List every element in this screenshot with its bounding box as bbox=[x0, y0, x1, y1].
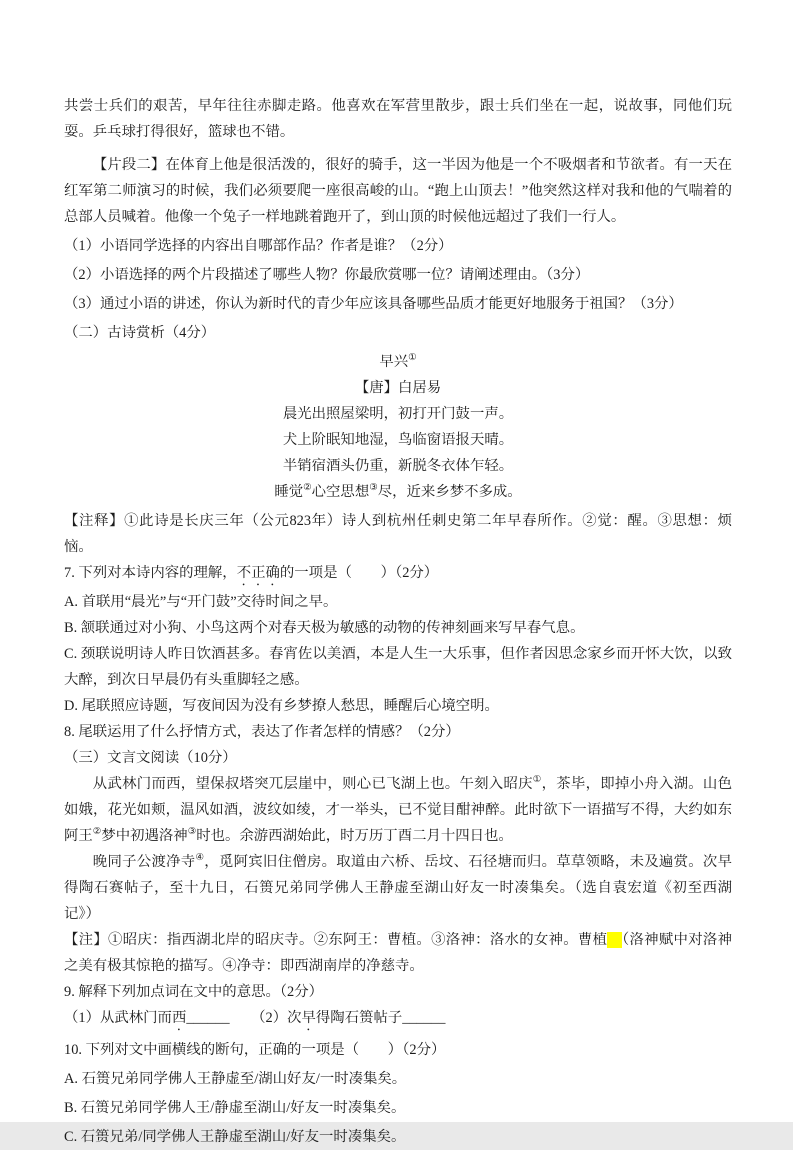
question9-item2-dotted-word: 早 bbox=[301, 1010, 316, 1026]
classical-p2-text-1: 晚同子公渡净寺 bbox=[92, 854, 196, 870]
classical-note-4-superscript: ④ bbox=[195, 853, 205, 864]
question10-option-a: A. 石篑兄弟同学佛人王静虚至/湖山好友/一时凑集矣。 bbox=[64, 1071, 407, 1087]
poem-title bbox=[64, 349, 732, 375]
poem-line-3: 半销宿酒头仍重，新脱冬衣体乍轻。 bbox=[282, 458, 514, 474]
classical-p1-text-4: 时也。余游西湖始此，时万历丁酉二月十四日也。 bbox=[196, 828, 513, 844]
sub-question-2: （2）小语选择的两个片段描述了哪些人物？你最欣赏哪一位？请阐述理由。（3分） bbox=[64, 267, 590, 283]
poem-notes: 【注释】①此诗是长庆三年（公元823年）诗人到杭州任刺史第二年早春所作。②觉：醒。③思想：烦恼。 bbox=[64, 513, 732, 555]
question7-option-b: B. 颔联通过对小狗、小鸟这两个对春天极为敏感的动物的传神刻画来写早春气息。 bbox=[64, 620, 585, 636]
question9-item2-suffix: 得陶石篑帖子 bbox=[315, 1010, 403, 1026]
classical-p2-text-2: ，觅阿宾旧住僧房。取道由六桥、岳坟、石径塘而归。草草领略，未及遍赏。次早得陶石赛帖子，至十九日，石篑兄弟同学佛人王静虚至湖山好友一时凑集矣。（选自袁宏道《初至西湖记》） bbox=[64, 854, 732, 922]
classical-p1-text-2: ，茶毕，即掉小舟入湖。山色如娥，花光如颊，温风如酒，波纹如绫，才一举头，已不觉目酣神醉。此时欲下一语描写不得，大约如东阿王 bbox=[64, 776, 732, 844]
question9-item1-dotted-word: 西 bbox=[171, 1010, 187, 1026]
classical-notes-text-1: 【注】①昭庆：指西湖北岸的昭庆寺。②东阿王：曹植。③洛神：洛水的女神。曹植 bbox=[64, 932, 608, 948]
question10-option-c: C. 石篑兄弟/同学佛人王静虚至湖山/好友一时凑集矣。 bbox=[64, 1129, 406, 1145]
classical-p1-text-3: 梦中初遇洛神 bbox=[101, 828, 188, 844]
question10-stem: 10. 下列对文中画横线的断句，正确的一项是（ ）（2分） bbox=[64, 1042, 446, 1058]
classical-paragraph-2 bbox=[64, 849, 732, 927]
classical-paragraph-1 bbox=[64, 771, 732, 849]
sub-question-3: （3）通过小语的讲述，你认为新时代的青少年应该具备哪些品质才能更好地服务于祖国？（3分） bbox=[64, 296, 683, 312]
poem-title-superscript: ① bbox=[408, 353, 417, 364]
question7-option-c: C. 颈联说明诗人昨日饮酒甚多。春宵佐以美酒，本是人生一大乐事，但作者因思念家乡而开怀大饮，以致大醉，到次日早晨仍有头重脚轻之感。 bbox=[64, 646, 732, 688]
classical-note-2-superscript: ② bbox=[92, 827, 102, 838]
poem-line-1: 晨光出照屋梁明，初打开门鼓一声。 bbox=[282, 406, 514, 422]
question9-item1-blank: ______ bbox=[186, 1010, 230, 1026]
classical-note-3-superscript: ③ bbox=[187, 827, 197, 838]
highlight-mark bbox=[607, 932, 622, 948]
poem-line-4 bbox=[64, 479, 732, 505]
poem-note-3-superscript: ③ bbox=[369, 483, 378, 494]
classical-p1-text-1: 从武林门而西，望保叔塔突兀层崖中，则心已飞湖上也。午刻入昭庆 bbox=[92, 776, 533, 792]
question10-option-b: B. 石篑兄弟同学佛人王/静虚至湖山/好友一时凑集矣。 bbox=[64, 1100, 406, 1116]
question9-item1-prefix: （1）从武林门而 bbox=[64, 1010, 172, 1026]
question7-stem-prefix: 7. 下列对本诗内容的理解， bbox=[64, 565, 237, 581]
classical-notes bbox=[64, 927, 732, 979]
poem-line-4-part-c: 尽，近来乡梦不多成。 bbox=[377, 484, 522, 500]
poem-line-4-part-b: 心空思想 bbox=[311, 484, 370, 500]
fragment2-paragraph: 【片段二】在体育上他是很活泼的，很好的骑手，这一半因为他是一个不吸烟者和节欲者。有一天在红军第二师演习的时候，我们必须要爬一座很高峻的山。“跑上山顶去！”他突然这样对我和他的气喘着的总部人员喊着。他像一个兔子一样地跳着跑开了，到山顶的时候他远超过了我们一行人。 bbox=[64, 157, 732, 225]
poem-note-2-superscript: ② bbox=[303, 483, 312, 494]
question7-option-d: D. 尾联照应诗题，写夜间因为没有乡梦撩人愁思，睡醒后心境空明。 bbox=[64, 698, 499, 714]
poem-line-4-part-a: 睡觉 bbox=[274, 484, 304, 500]
poem-author: 【唐】白居易 bbox=[354, 380, 442, 396]
question9-stem: 9. 解释下列加点词在文中的意思。（2分） bbox=[64, 984, 324, 1000]
poem-line-2: 犬上阶眠知地湿，鸟临窗语报天晴。 bbox=[282, 432, 514, 448]
question7-stem bbox=[64, 560, 732, 589]
question9-item2-prefix: （2）次 bbox=[258, 1010, 302, 1026]
question7-emphasized-word: 不正确 bbox=[236, 565, 280, 581]
question9-item2-blank: ______ bbox=[402, 1010, 446, 1026]
sub-question-1: （1）小语同学选择的内容出自哪部作品？作者是谁？（2分） bbox=[64, 238, 453, 254]
question9-items-gap bbox=[230, 1010, 259, 1026]
intro-paragraph: 共尝士兵们的艰苦，早年往往赤脚走路。他喜欢在军营里散步，跟士兵们坐在一起，说故事，同他们玩耍。乒乓球打得很好，篮球也不错。 bbox=[64, 98, 732, 140]
poetry-section-heading: （二）古诗赏析（4分） bbox=[64, 325, 216, 341]
question9-items bbox=[64, 1005, 732, 1034]
classical-section-heading: （三）文言文阅读（10分） bbox=[64, 750, 237, 766]
question8-stem: 8. 尾联运用了什么抒情方式，表达了作者怎样的情感？（2分） bbox=[64, 724, 460, 740]
question7-stem-suffix: 的一项是（ ）（2分） bbox=[279, 565, 439, 581]
poem-title-text: 早兴 bbox=[379, 354, 409, 370]
classical-note-1-superscript: ① bbox=[532, 775, 542, 786]
question7-option-a: A. 首联用“晨光”与“开门鼓”交待时间之早。 bbox=[64, 594, 338, 610]
classical-notes-text-2: （洛神赋中对洛神之美有极其惊艳的描写。④净寺：即西湖南岸的净慈寺。 bbox=[64, 932, 732, 974]
